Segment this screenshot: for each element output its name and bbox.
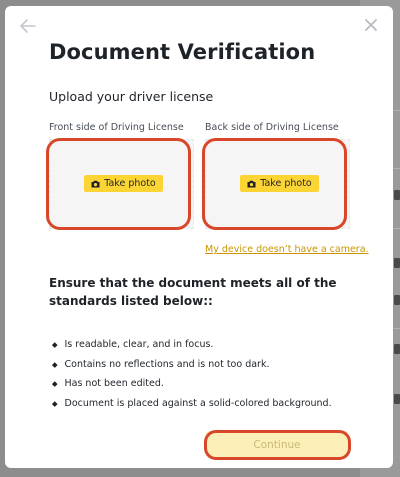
requirements-list [51, 338, 332, 416]
background-text-fragment [394, 394, 400, 404]
requirement-text: Document is placed against a solid-colored background. [64, 397, 332, 409]
background-text-fragment [394, 190, 400, 200]
list-item [51, 377, 332, 397]
background-text-fragment [394, 258, 400, 268]
list-item [51, 358, 332, 378]
back-take-photo-label: Take photo [260, 178, 312, 189]
requirement-text: Is readable, clear, and in focus. [64, 339, 214, 350]
background-text-fragment [394, 295, 400, 305]
requirements-heading: Ensure that the document meets all of the standards listed below:: [49, 276, 337, 308]
background-text-fragment [394, 344, 400, 354]
close-button[interactable] [363, 17, 379, 33]
continue-button-wrapper [201, 428, 354, 462]
camera-icon [247, 180, 256, 188]
modal-subtitle: Upload your driver license [49, 89, 214, 104]
arrow-left-icon [19, 18, 37, 34]
bullet-icon [52, 342, 57, 347]
document-verification-modal [5, 6, 393, 468]
bullet-icon [52, 401, 57, 406]
back-take-photo-button[interactable] [240, 175, 319, 192]
front-take-photo-label: Take photo [104, 178, 156, 189]
close-icon [363, 17, 379, 33]
camera-icon [91, 180, 100, 188]
list-item [51, 397, 332, 417]
no-camera-link[interactable]: My device doesn’t have a camera. [205, 244, 369, 255]
back-side-upload-area[interactable] [205, 139, 350, 229]
requirement-text: Has not been edited. [64, 378, 164, 389]
front-side-upload-area[interactable] [49, 139, 194, 229]
back-side-label: Back side of Driving License [205, 122, 339, 133]
list-item [51, 338, 332, 358]
bullet-icon [52, 362, 57, 367]
requirement-text: Contains no reflections and is not too dark. [64, 358, 270, 370]
bullet-icon [52, 381, 57, 386]
continue-button[interactable]: Continue [206, 431, 348, 458]
front-side-label: Front side of Driving License [49, 122, 184, 133]
modal-title: Document Verification [49, 40, 316, 64]
front-take-photo-button[interactable] [84, 175, 163, 192]
back-button[interactable] [19, 18, 37, 34]
